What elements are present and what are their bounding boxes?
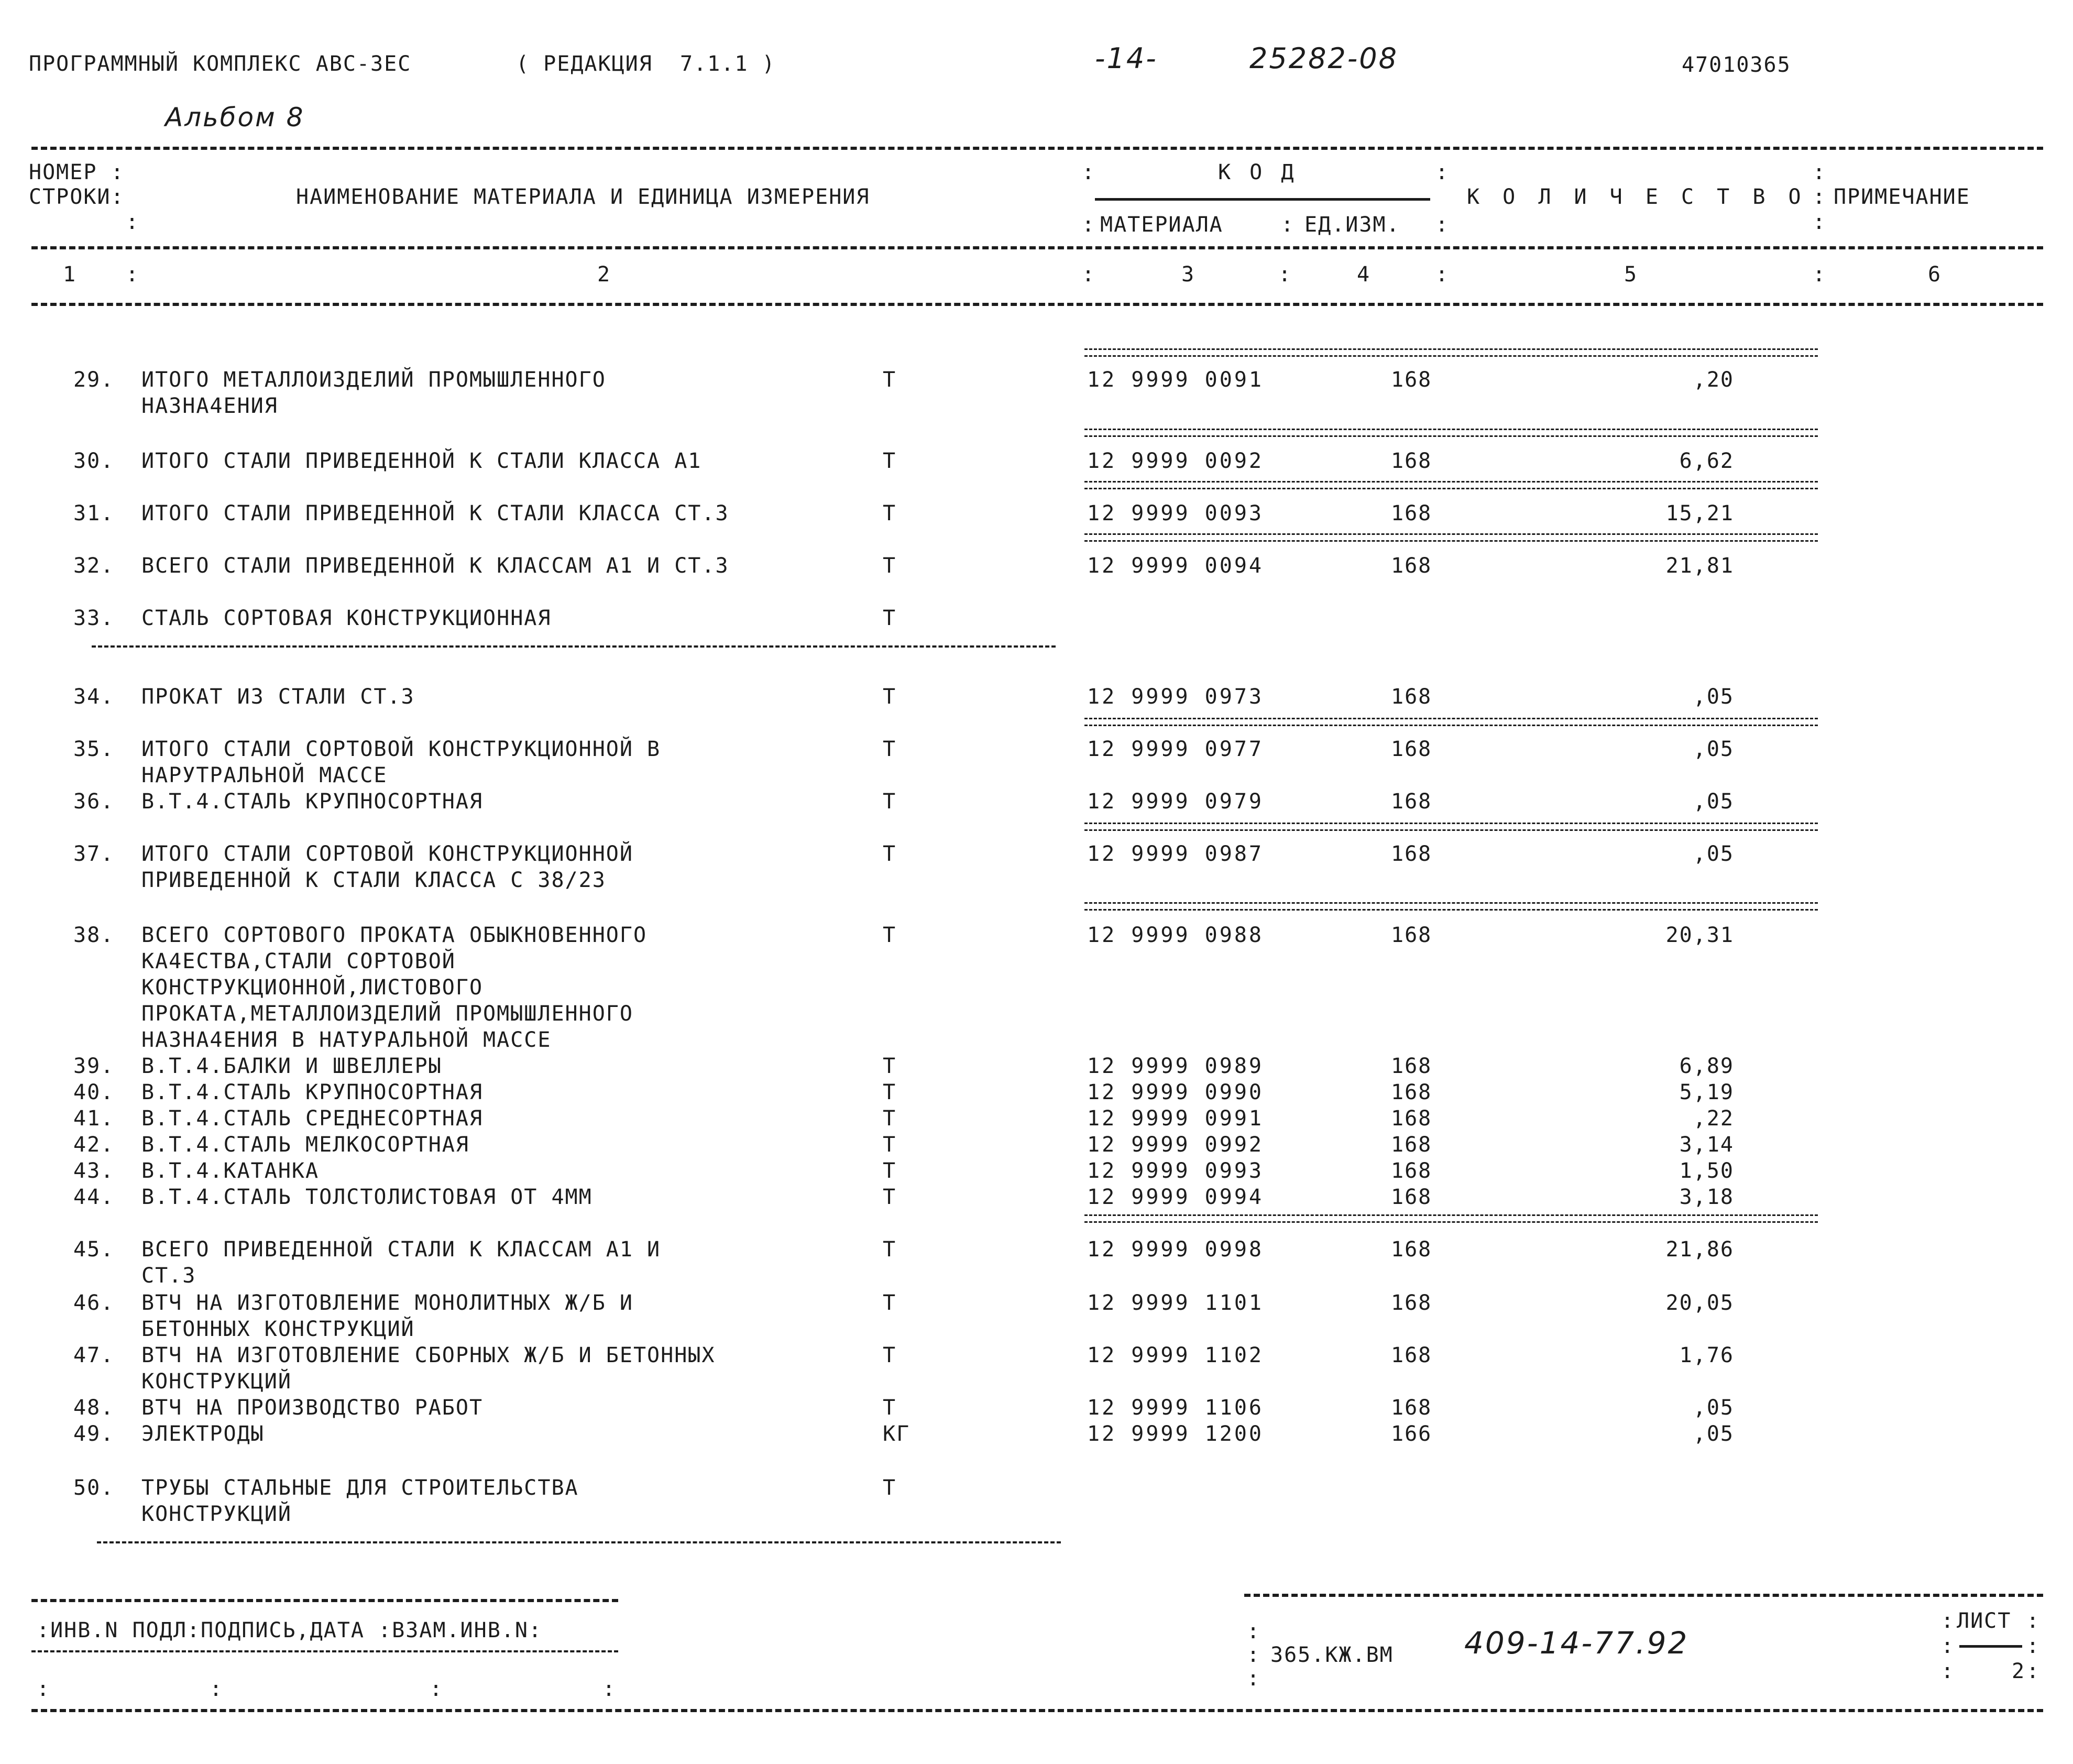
total-separator bbox=[1084, 902, 1818, 911]
unit-of-measure: Т bbox=[883, 1343, 897, 1367]
row-number: 34. bbox=[73, 685, 115, 709]
material-code: 12 9999 0993 bbox=[1087, 1159, 1264, 1183]
table-row bbox=[0, 1105, 2073, 1131]
unit-of-measure: Т bbox=[883, 501, 897, 525]
program-title: ПРОГРАММНЫЙ КОМПЛЕКС АВС-3ЕС bbox=[29, 52, 412, 76]
document-page: ПРОГРАММНЫЙ КОМПЛЕКС АВС-3ЕС ( РЕДАКЦИЯ 7.1.1 ) -14- 25282-08 47010365 Альбом 8 НОМЕР : СТРОКИ: : НАИМЕНОВАНИЕ МАТЕРИАЛА И ЕДИНИЦА ИЗМЕРЕНИЯ : К О Д : : МАТЕРИАЛА : ЕД.ИЗМ. : К О Л И Ч Е С Т В О : : : ПРИМЕЧАНИЕ 1 : 2 : 3 : 4 : 5 : 6 29. ИТОГО МЕТАЛЛОИЗДЕЛИЙ ПРОМЫШЛЕННОГО НАЗНА4ЕНИЯ Т 12 9999 0091 168 ,20 30. ИТОГО СТАЛИ ПРИВЕДЕННОЙ К СТАЛИ КЛАССА А1 Т 12 9999 0092 168 6,62 31. ИТОГО СТАЛИ ПРИВЕДЕННОЙ К СТАЛИ КЛАССА СТ.3 Т 12 9999 0093 168 15,21 32. ВСЕГО СТАЛИ ПРИВЕДЕННОЙ К КЛАССАМ А1 И СТ.3 Т 12 9999 0094 168 21,81 33. СТАЛЬ СОРТОВАЯ КОНСТРУКЦИОННАЯ Т 34. ПРОКАТ ИЗ СТАЛИ СТ.3 Т 12 9999 0973 168 ,05 35. ИТОГО СТАЛИ СОРТОВОЙ КОНСТРУКЦИОННОЙ В НАРУТРАЛЬНОЙ МАССЕ Т 12 9999 0977 168 ,05 36. В.Т.4.СТАЛЬ КРУПНОСОРТНАЯ Т 12 9999 0979 168 ,05 37. ИТОГО СТАЛИ СОРТОВОЙ КОНСТРУКЦИОННОЙ ПРИВЕДЕННОЙ К СТАЛИ КЛАССА С 38/23 Т 12 9999 0987 168 ,05 38. ВСЕГО СОРТОВОГО ПРОКАТА ОБЫКНОВЕННОГО КА4ЕСТВА,СТАЛИ СОРТОВОЙ КОНСТРУКЦИОННОЙ,ЛИСТОВОГО ПРОКАТА,МЕТАЛЛОИЗДЕЛИЙ ПРОМЫШЛЕННОГО НАЗНА4ЕНИЯ В НАТУРАЛЬНОЙ МАССЕ Т 12 9999 0988 168 20,31 39. В.Т.4.БАЛКИ И ШВЕЛЛЕРЫ Т 12 9999 0989 168 6,89 40. В.Т.4.СТАЛЬ КРУПНОСОРТНАЯ Т 12 9999 0990 168 5,19 41. В.Т.4.СТАЛЬ СРЕДНЕСОРТНАЯ Т 12 9999 0991 168 ,22 42. В.Т.4.СТАЛЬ МЕЛКОСОРТНАЯ Т 12 9999 0992 168 3,14 43. В.Т.4.КАТАНКА Т 12 9999 0993 168 1,50 44. В.Т.4.СТАЛЬ ТОЛСТОЛИСТОВАЯ ОТ 4ММ Т 12 9999 0994 168 3,18 45. ВСЕГО ПРИВЕДЕННОЙ СТАЛИ К КЛАССАМ А1 И СТ.3 Т 12 9999 0998 168 21,86 46. ВТЧ НА ИЗГОТОВЛЕНИЕ МОНОЛИТНЫХ Ж/Б И БЕТОННЫХ КОНСТРУКЦИЙ Т 12 9999 1101 168 20,05 47. ВТЧ НА ИЗГОТОВЛЕНИЕ СБОРНЫХ Ж/Б И БЕТОННЫХ КОНСТРУКЦИЙ Т 12 9999 1102 168 1,76 48. ВТЧ НА ПРОИЗВОДСТВО РАБОТ Т 12 9999 1106 168 ,05 49. ЭЛЕКТРОДЫ КГ 12 9999 1200 166 ,05 50. ТРУБЫ СТАЛЬНЫЕ ДЛЯ СТРОИТЕЛЬСТВА КОНСТРУКЦИЙ Т :ИНВ.N ПОДЛ:ПОДПИСЬ,ДАТА :ВЗАМ.ИНВ.N: : : : : : : : 365.КЖ.ВМ 409-14-77.92 : ЛИСТ : : : : 2 : bbox=[0, 0, 2073, 1764]
material-code: 12 9999 1101 bbox=[1087, 1291, 1264, 1315]
unit-code: 168 bbox=[1391, 1080, 1432, 1104]
material-name: ЭЛЕКТРОДЫ bbox=[141, 1422, 265, 1446]
unit-of-measure: Т bbox=[883, 1080, 897, 1104]
table-row bbox=[0, 605, 2073, 630]
row-number: 41. bbox=[73, 1106, 115, 1131]
col-number-1: 1 bbox=[63, 262, 77, 287]
unit-of-measure: Т bbox=[883, 1476, 897, 1500]
material-name: В.Т.4.СТАЛЬ ТОЛСТОЛИСТОВАЯ ОТ 4ММ bbox=[141, 1185, 593, 1209]
row-number: 46. bbox=[73, 1291, 115, 1315]
table-row bbox=[0, 736, 2073, 787]
unit-code: 168 bbox=[1391, 1054, 1432, 1078]
unit-code: 168 bbox=[1391, 790, 1432, 814]
col-number-6: 6 bbox=[1928, 262, 1942, 287]
material-code: 12 9999 0990 bbox=[1087, 1080, 1264, 1104]
quantity-value: ,20 bbox=[1693, 368, 1734, 392]
unit-code: 168 bbox=[1391, 501, 1432, 525]
unit-of-measure: Т bbox=[883, 1291, 897, 1315]
row-number: 38. bbox=[73, 923, 115, 947]
quantity-value: 1,76 bbox=[1679, 1343, 1734, 1367]
unit-of-measure: Т bbox=[883, 1159, 897, 1183]
material-name: СТАЛЬ СОРТОВАЯ КОНСТРУКЦИОННАЯ bbox=[141, 606, 552, 630]
material-name: ВСЕГО СТАЛИ ПРИВЕДЕННОЙ К КЛАССАМ А1 И СТ.3 bbox=[141, 554, 729, 578]
unit-of-measure: Т bbox=[883, 554, 897, 578]
material-name: ВСЕГО ПРИВЕДЕННОЙ СТАЛИ К КЛАССАМ А1 И СТ.3 bbox=[141, 1237, 661, 1288]
quantity-value: ,05 bbox=[1693, 685, 1734, 709]
material-name: В.Т.4.КАТАНКА bbox=[141, 1159, 320, 1183]
unit-of-measure: Т bbox=[883, 790, 897, 814]
col-code-material: МАТЕРИАЛА bbox=[1100, 213, 1223, 237]
unit-code: 168 bbox=[1391, 554, 1432, 578]
row-number: 29. bbox=[73, 368, 115, 392]
col-note-header: ПРИМЕЧАНИЕ bbox=[1834, 185, 1970, 209]
section-underline-50 bbox=[97, 1541, 1061, 1543]
col-quantity-header: К О Л И Ч Е С Т В О bbox=[1467, 185, 1806, 209]
material-name: В.Т.4.СТАЛЬ КРУПНОСОРТНАЯ bbox=[141, 1080, 484, 1104]
unit-code: 168 bbox=[1391, 1291, 1432, 1315]
quantity-value: ,05 bbox=[1693, 1422, 1734, 1446]
row-number: 30. bbox=[73, 449, 115, 473]
quantity-value: 15,21 bbox=[1665, 501, 1734, 525]
material-name: ИТОГО СТАЛИ СОРТОВОЙ КОНСТРУКЦИОННОЙ ПРИВЕДЕННОЙ К СТАЛИ КЛАССА С 38/23 bbox=[141, 842, 633, 892]
unit-code: 168 bbox=[1391, 449, 1432, 473]
row-number: 44. bbox=[73, 1185, 115, 1209]
quantity-value: 5,19 bbox=[1679, 1080, 1734, 1104]
total-separator bbox=[1084, 533, 1818, 542]
material-code: 12 9999 0093 bbox=[1087, 501, 1264, 525]
unit-of-measure: Т bbox=[883, 1396, 897, 1420]
material-code: 12 9999 0989 bbox=[1087, 1054, 1264, 1078]
col-row-num-line2: СТРОКИ: bbox=[29, 185, 125, 209]
footer-bottom-rule bbox=[31, 1709, 2043, 1712]
row-number: 47. bbox=[73, 1343, 115, 1367]
quantity-value: 1,50 bbox=[1679, 1159, 1734, 1183]
unit-of-measure: Т bbox=[883, 1054, 897, 1078]
total-separator bbox=[1084, 823, 1818, 831]
material-code: 12 9999 0987 bbox=[1087, 842, 1264, 866]
quantity-value: 6,89 bbox=[1679, 1054, 1734, 1078]
quantity-value: ,22 bbox=[1693, 1106, 1734, 1131]
material-code: 12 9999 0991 bbox=[1087, 1106, 1264, 1131]
row-number: 35. bbox=[73, 737, 115, 761]
unit-code: 168 bbox=[1391, 1396, 1432, 1420]
row-number: 48. bbox=[73, 1396, 115, 1420]
row-number: 33. bbox=[73, 606, 115, 630]
table-row bbox=[0, 1079, 2073, 1104]
col-code-header: К О Д bbox=[1218, 160, 1297, 184]
material-name: ИТОГО МЕТАЛЛОИЗДЕЛИЙ ПРОМЫШЛЕННОГО НАЗНА4ЕНИЯ bbox=[141, 368, 606, 418]
table-row bbox=[0, 1053, 2073, 1078]
unit-code: 168 bbox=[1391, 1237, 1432, 1262]
material-name: ПРОКАТ ИЗ СТАЛИ СТ.3 bbox=[141, 685, 415, 709]
unit-code: 168 bbox=[1391, 1343, 1432, 1367]
quantity-value: 6,62 bbox=[1679, 449, 1734, 473]
row-number: 31. bbox=[73, 501, 115, 525]
row-number: 42. bbox=[73, 1133, 115, 1157]
material-code: 12 9999 0994 bbox=[1087, 1185, 1264, 1209]
row-number: 43. bbox=[73, 1159, 115, 1183]
album-label: Альбом 8 bbox=[165, 102, 305, 133]
row-number: 40. bbox=[73, 1080, 115, 1104]
unit-code: 168 bbox=[1391, 842, 1432, 866]
unit-of-measure: Т bbox=[883, 1133, 897, 1157]
code-subheader-rule bbox=[1095, 198, 1430, 201]
unit-code: 168 bbox=[1391, 923, 1432, 947]
material-name: ВСЕГО СОРТОВОГО ПРОКАТА ОБЫКНОВЕННОГО КА4ЕСТВА,СТАЛИ СОРТОВОЙ КОНСТРУКЦИОННОЙ,ЛИСТОВОГО ПРОКАТА,МЕТАЛЛОИЗДЕЛИЙ ПРОМЫШЛЕННОГО НАЗНА4ЕНИЯ В НАТУРАЛЬНОЙ МАССЕ bbox=[141, 923, 648, 1052]
material-name: В.Т.4.СТАЛЬ СРЕДНЕСОРТНАЯ bbox=[141, 1106, 484, 1131]
row-number: 45. bbox=[73, 1237, 115, 1262]
material-code: 12 9999 0988 bbox=[1087, 923, 1264, 947]
inventory-labels: :ИНВ.N ПОДЛ:ПОДПИСЬ,ДАТА :ВЗАМ.ИНВ.N: bbox=[37, 1618, 543, 1642]
material-code: 12 9999 0092 bbox=[1087, 449, 1264, 473]
quantity-value: ,05 bbox=[1693, 842, 1734, 866]
unit-of-measure: Т bbox=[883, 923, 897, 947]
sheet-divider bbox=[1959, 1645, 2022, 1648]
col-number-4: 4 bbox=[1357, 262, 1371, 287]
quantity-value: ,05 bbox=[1693, 790, 1734, 814]
table-row bbox=[0, 1236, 2073, 1288]
table-row bbox=[0, 500, 2073, 525]
row-number: 32. bbox=[73, 554, 115, 578]
header-bottom-rule bbox=[31, 303, 2043, 306]
unit-code: 168 bbox=[1391, 1185, 1432, 1209]
edition-label: ( РЕДАКЦИЯ 7.1.1 ) bbox=[516, 52, 776, 76]
col-name-header: НАИМЕНОВАНИЕ МАТЕРИАЛА И ЕДИНИЦА ИЗМЕРЕНИЯ bbox=[296, 185, 870, 209]
col-row-num-line1: НОМЕР : bbox=[29, 160, 125, 184]
unit-code: 168 bbox=[1391, 1133, 1432, 1157]
material-name: В.Т.4.СТАЛЬ КРУПНОСОРТНАЯ bbox=[141, 790, 484, 814]
col-number-2: 2 bbox=[597, 262, 611, 287]
material-code: 12 9999 0979 bbox=[1087, 790, 1264, 814]
header-mid-rule bbox=[31, 246, 2043, 249]
unit-of-measure: Т bbox=[883, 685, 897, 709]
material-name: ИТОГО СТАЛИ СОРТОВОЙ КОНСТРУКЦИОННОЙ В НАРУТРАЛЬНОЙ МАССЕ bbox=[141, 737, 661, 787]
table-row bbox=[0, 1342, 2073, 1394]
row-number: 50. bbox=[73, 1476, 115, 1500]
material-code: 12 9999 0992 bbox=[1087, 1133, 1264, 1157]
quantity-value: ,05 bbox=[1693, 1396, 1734, 1420]
unit-code: 166 bbox=[1391, 1422, 1432, 1446]
total-separator bbox=[1084, 718, 1818, 726]
stamp-code: 365.КЖ.ВМ bbox=[1270, 1643, 1394, 1667]
material-code: 12 9999 0973 bbox=[1087, 685, 1264, 709]
row-number: 39. bbox=[73, 1054, 115, 1078]
unit-code: 168 bbox=[1391, 737, 1432, 761]
quantity-value: 21,81 bbox=[1665, 554, 1734, 578]
col-code-unit: ЕД.ИЗМ. bbox=[1304, 213, 1400, 237]
unit-code: 168 bbox=[1391, 1106, 1432, 1131]
material-name: В.Т.4.СТАЛЬ МЕЛКОСОРТНАЯ bbox=[141, 1133, 469, 1157]
quantity-value: 20,05 bbox=[1665, 1291, 1734, 1315]
unit-code: 168 bbox=[1391, 368, 1432, 392]
sheet-label: ЛИСТ bbox=[1957, 1609, 2012, 1633]
material-code: 12 9999 1200 bbox=[1087, 1422, 1264, 1446]
footer-left-top-rule bbox=[31, 1599, 618, 1602]
material-name: ИТОГО СТАЛИ ПРИВЕДЕННОЙ К СТАЛИ КЛАССА А1 bbox=[141, 449, 702, 473]
total-separator bbox=[1084, 429, 1818, 437]
unit-of-measure: Т bbox=[883, 1185, 897, 1209]
footer-right-top-rule bbox=[1244, 1594, 2043, 1597]
row-number: 37. bbox=[73, 842, 115, 866]
table-row bbox=[0, 922, 2073, 1052]
col-number-3: 3 bbox=[1181, 262, 1195, 287]
material-code: 12 9999 1102 bbox=[1087, 1343, 1264, 1367]
material-name: ВТЧ НА ИЗГОТОВЛЕНИЕ СБОРНЫХ Ж/Б И БЕТОННЫХ КОНСТРУКЦИЙ bbox=[141, 1343, 716, 1394]
quantity-value: 3,14 bbox=[1679, 1133, 1734, 1157]
total-separator bbox=[1084, 1214, 1818, 1223]
quantity-value: 20,31 bbox=[1665, 923, 1734, 947]
doc-code: 25282-08 bbox=[1249, 42, 1398, 75]
section-underline-33 bbox=[92, 645, 1056, 648]
material-code: 12 9999 0091 bbox=[1087, 368, 1264, 392]
total-separator bbox=[1084, 348, 1818, 357]
unit-of-measure: Т bbox=[883, 449, 897, 473]
unit-of-measure: Т bbox=[883, 1106, 897, 1131]
unit-of-measure: Т bbox=[883, 1237, 897, 1262]
header-top-rule bbox=[31, 147, 2043, 150]
material-name: ВТЧ НА ИЗГОТОВЛЕНИЕ МОНОЛИТНЫХ Ж/Б И БЕТОННЫХ КОНСТРУКЦИЙ bbox=[141, 1291, 633, 1341]
col-number-5: 5 bbox=[1624, 262, 1638, 287]
total-separator bbox=[1084, 481, 1818, 489]
material-name: ИТОГО СТАЛИ ПРИВЕДЕННОЙ К СТАЛИ КЛАССА СТ.3 bbox=[141, 501, 729, 525]
sheet-number: 2 bbox=[2012, 1659, 2026, 1683]
unit-of-measure: Т bbox=[883, 842, 897, 866]
row-number: 36. bbox=[73, 790, 115, 814]
unit-of-measure: Т bbox=[883, 368, 897, 392]
row-number: 49. bbox=[73, 1422, 115, 1446]
material-name: ВТЧ НА ПРОИЗВОДСТВО РАБОТ bbox=[141, 1396, 484, 1420]
material-code: 12 9999 0094 bbox=[1087, 554, 1264, 578]
material-name: ТРУБЫ СТАЛЬНЫЕ ДЛЯ СТРОИТЕЛЬСТВА КОНСТРУКЦИЙ bbox=[141, 1476, 579, 1526]
material-name: В.Т.4.БАЛКИ И ШВЕЛЛЕРЫ bbox=[141, 1054, 442, 1078]
material-code: 12 9999 0977 bbox=[1087, 737, 1264, 761]
doc-id: 47010365 bbox=[1682, 53, 1791, 77]
quantity-value: 3,18 bbox=[1679, 1185, 1734, 1209]
material-code: 12 9999 1106 bbox=[1087, 1396, 1264, 1420]
footer-left-mid-rule bbox=[31, 1650, 618, 1652]
quantity-value: ,05 bbox=[1693, 737, 1734, 761]
unit-of-measure: Т bbox=[883, 606, 897, 630]
unit-code: 168 bbox=[1391, 685, 1432, 709]
table-row bbox=[0, 788, 2073, 814]
unit-of-measure: Т bbox=[883, 737, 897, 761]
material-code: 12 9999 0998 bbox=[1087, 1237, 1264, 1262]
project-number: 409-14-77.92 bbox=[1464, 1625, 1689, 1661]
unit-code: 168 bbox=[1391, 1159, 1432, 1183]
unit-of-measure: КГ bbox=[883, 1422, 911, 1446]
table-row bbox=[0, 1184, 2073, 1209]
page-mark: -14- bbox=[1095, 42, 1158, 75]
quantity-value: 21,86 bbox=[1665, 1237, 1734, 1262]
